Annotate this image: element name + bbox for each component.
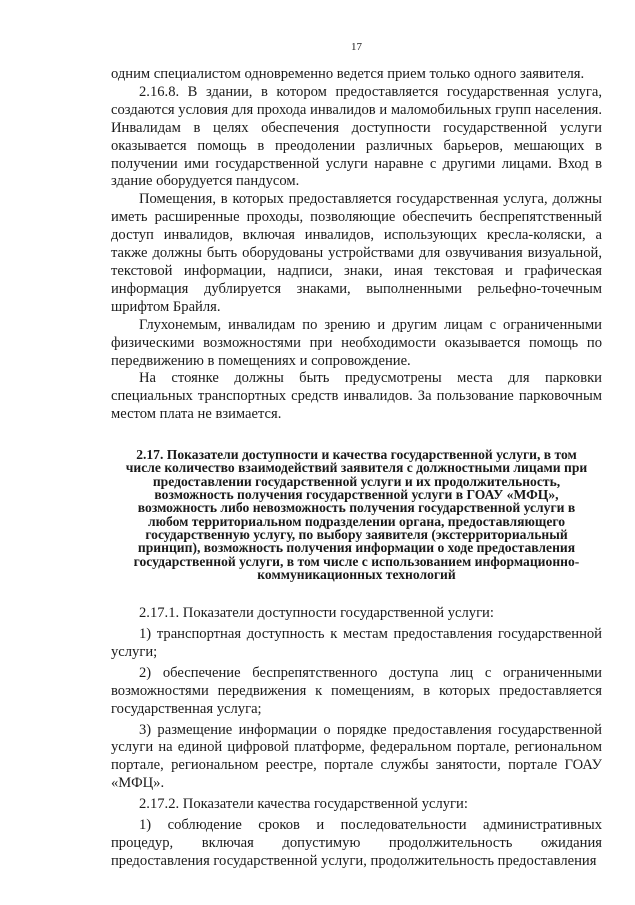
list-item-access: 2) обеспечение беспрепятственного доступа лиц с ограниченными возможностями передвижения к помещениям, в которых предоставляется государственная услуга; bbox=[111, 664, 602, 717]
paragraph-premises: Помещения, в которых предоставляется государственная услуга, должны иметь расширенные проходы, позволяющие обеспечить беспрепятственный доступ инвалидов, включая инвалидов, использующих кресла-коляски, а также должны быть оборудованы устройствами для озвучивания визуальной, текстовой информации, надписи, знаки, иная текстовая и графическая информация дублируется знаками, выполненными рельефно-точечным шрифтом Брайля. bbox=[111, 191, 602, 315]
section-heading-2-17: 2.17. Показатели доступности и качества государственной услуги, в том числе количество взаимодействий заявителя с должностными лицами при предоставлении государственной услуги и их продолжительность, возможность получения государственной услуги в ГОАУ «МФЦ», возможность либо невозможность получения государственной услуги в любом территориальном подразделении органа, предоставляющего государственную услугу, по выбору заявителя (экстерриториальный принцип), возможность получения информации о ходе предоставления государственной услуги, в том числе с использованием информационно-коммуникационных технологий bbox=[125, 447, 588, 582]
paragraph-2-16-8: 2.16.8. В здании, в котором предоставляется государственная услуга, создаются условия для прохода инвалидов и маломобильных групп населения. Инвалидам в целях обеспечения доступности государственной услуги оказывается помощь в преодолении различных барьеров, мешающих в получении ими государственной услуги наравне с другими лицами. Вход в здание оборудуется пандусом. bbox=[111, 83, 602, 190]
page-number: 17 bbox=[351, 41, 362, 53]
paragraph-continuation: одним специалистом одновременно ведется прием только одного заявителя. bbox=[111, 66, 585, 82]
list-item-transport: 1) транспортная доступность к местам предоставления государственной услуги; bbox=[111, 626, 602, 660]
list-item-deadlines: 1) соблюдение сроков и последовательности административных процедур, включая допустимую продолжительность ожидания предоставления государственной услуги, продолжительность предоставления bbox=[111, 817, 602, 869]
paragraph-assistance: Глухонемым, инвалидам по зрению и другим лицам с ограниченными физическими возможностями при необходимости оказывается помощь по передвижению в помещениях и сопровождение. bbox=[111, 316, 602, 369]
list-item-information: 3) размещение информации о порядке предоставления государственной услуги на единой цифровой платформе, федеральном портале, региональном портале, региональном реестре, портале службы занятости, портале ГОАУ «МФЦ». bbox=[111, 721, 602, 792]
paragraph-2-17-2: 2.17.2. Показатели качества государственной услуги: bbox=[139, 796, 468, 813]
paragraph-parking: На стоянке должны быть предусмотрены места для парковки специальных транспортных средств инвалидов. За пользование парковочным местом плата не взимается. bbox=[111, 370, 602, 423]
paragraph-2-17-1: 2.17.1. Показатели доступности государственной услуги: bbox=[139, 605, 494, 622]
